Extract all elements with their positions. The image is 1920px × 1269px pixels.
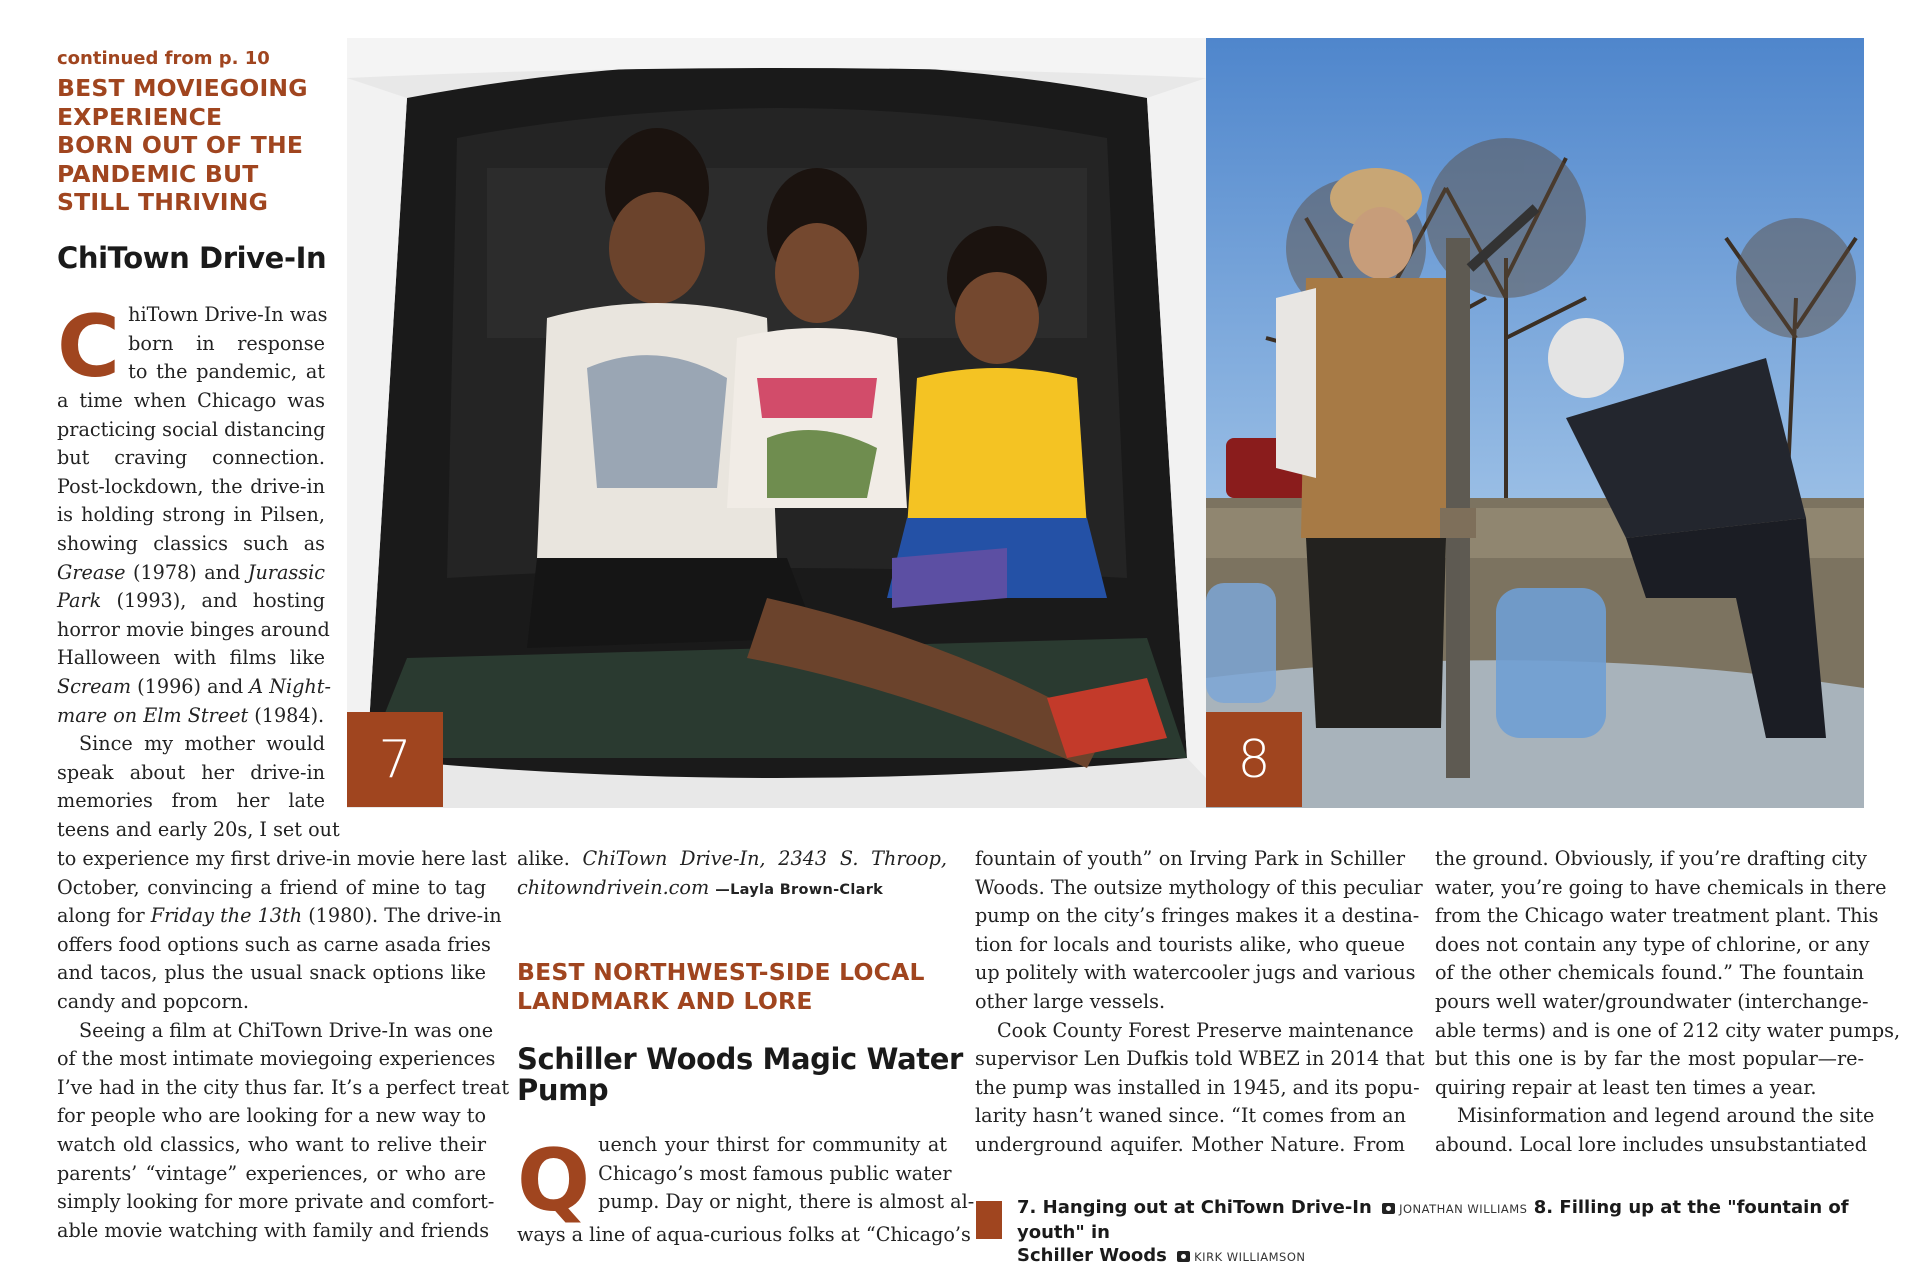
text-line: Chicago’s most famous public water bbox=[598, 1161, 952, 1185]
text-line: speak about her drive-in bbox=[57, 760, 325, 784]
article-title-chitown: ChiTown Drive-In bbox=[57, 241, 327, 275]
section-heading-line: EXPERIENCE bbox=[57, 102, 223, 131]
caption-photo-7: 7. Hanging out at ChiTown Drive-In bbox=[1017, 1197, 1372, 1218]
text-line-alike bbox=[517, 845, 947, 874]
text-line: Woods. The outsize mythology of this peculiar bbox=[975, 875, 1423, 899]
section-heading-moviegoing bbox=[57, 74, 308, 217]
text-line: Cook County Forest Preserve maintenance bbox=[997, 1018, 1414, 1042]
photo-credit: KIRK WILLIAMSON bbox=[1194, 1250, 1306, 1264]
text-line: is holding strong in Pilsen, bbox=[57, 503, 325, 527]
text-line-park bbox=[57, 587, 325, 616]
text-line: abound. Local lore includes unsubstantiated bbox=[1435, 1132, 1868, 1156]
text-line: ways a line of aqua-curious folks at “Chicago’s bbox=[517, 1223, 971, 1246]
text-line: underground aquifer. Mother Nature. From bbox=[975, 1132, 1405, 1156]
text-line: showing classics such as bbox=[57, 531, 325, 555]
text-line: pump. Day or night, there is almost al- bbox=[598, 1190, 975, 1214]
text-line-mare bbox=[57, 702, 325, 731]
text-line: of the other chemicals found.” The fountain bbox=[1435, 961, 1864, 985]
text-line: fountain of youth” on Irving Park in Schiller bbox=[975, 847, 1405, 870]
text-line: does not contain any type of chlorine, or any bbox=[1435, 932, 1870, 956]
dropcap-q: Q bbox=[517, 1131, 591, 1231]
text-line: a time when Chicago was bbox=[57, 389, 325, 412]
text-line: offers food options such as carne asada fries bbox=[57, 932, 491, 956]
section-heading-line: STILL THRIVING bbox=[57, 188, 269, 216]
section-heading-landmark bbox=[517, 958, 925, 1015]
photo-drivein bbox=[347, 38, 1206, 808]
photo-caption bbox=[1017, 1196, 1897, 1269]
byline: —Layla Brown-Clark bbox=[715, 881, 884, 898]
text-span: alike. bbox=[517, 847, 583, 870]
text-line: to the pandemic, at bbox=[128, 360, 325, 384]
text-line: from the Chicago water treatment plant. This bbox=[1435, 904, 1879, 928]
text-line: up politely with watercooler jugs and various bbox=[975, 961, 1416, 985]
movie-title: Friday the 13th bbox=[150, 904, 303, 928]
title-line: Schiller Woods Magic Water bbox=[517, 1042, 963, 1076]
text-line: horror movie binges around bbox=[57, 617, 330, 641]
text-line: able terms) and is one of 212 city water pumps, bbox=[1435, 1018, 1901, 1042]
section-heading-line: BEST MOVIEGOING bbox=[57, 74, 308, 102]
movie-title: Grease bbox=[57, 560, 126, 584]
photo-water-pump bbox=[1206, 38, 1864, 808]
drivein-article-body bbox=[57, 297, 340, 845]
text-line: pours well water/groundwater (interchange- bbox=[1435, 989, 1869, 1013]
photo-water-pump-illustration bbox=[1206, 38, 1864, 808]
text-line: supervisor Len Dufkis told WBEZ in 2014 that bbox=[975, 1047, 1425, 1071]
text-span: (1984). bbox=[248, 703, 325, 727]
text-line: other large vessels. bbox=[975, 989, 1166, 1013]
text-line: watch old classics, who want to relive their bbox=[57, 1132, 486, 1156]
text-line: practicing social distancing bbox=[57, 417, 326, 441]
continued-note: continued from p. 10 bbox=[57, 48, 270, 69]
text-line: but this one is by far the most popular—re- bbox=[1435, 1047, 1864, 1071]
text-line: of the most intimate moviegoing experiences bbox=[57, 1047, 496, 1071]
movie-title: Scream bbox=[57, 674, 132, 698]
text-line: the pump was installed in 1945, and its popu- bbox=[975, 1075, 1420, 1099]
drivein-continuation bbox=[517, 845, 947, 904]
text-line: the ground. Obviously, if you’re drafting city bbox=[1435, 847, 1867, 870]
text-line: and tacos, plus the usual snack options like bbox=[57, 961, 486, 985]
text-line: but craving connection. bbox=[57, 446, 325, 470]
text-line: born in response bbox=[128, 331, 325, 355]
dropcap-c: C bbox=[57, 297, 121, 397]
camera-icon bbox=[1177, 1251, 1190, 1262]
text-line: I’ve had in the city thus far. It’s a perfect treat bbox=[57, 1075, 510, 1099]
text-line: simply looking for more private and comfort- bbox=[57, 1190, 495, 1214]
text-line-grease bbox=[57, 559, 325, 588]
text-span: (1993), and hosting bbox=[101, 589, 325, 613]
text-line: quiring repair at least ten times a year. bbox=[1435, 1075, 1817, 1099]
movie-title: mare on Elm Street bbox=[57, 703, 249, 727]
movie-title: Jurassic bbox=[247, 560, 325, 584]
section-heading-line: BORN OUT OF THE bbox=[57, 131, 304, 159]
camera-icon bbox=[1382, 1203, 1395, 1214]
text-span: along for bbox=[57, 904, 151, 928]
text-line: able movie watching with family and friends bbox=[57, 1218, 490, 1242]
text-line: memories from her late bbox=[57, 789, 325, 813]
pump-article-col4 bbox=[1435, 845, 1901, 1160]
venue-info: ChiTown Drive-In, 2343 S. Throop, bbox=[582, 847, 947, 870]
caption-photo-8: 8. Filling up at the "fountain of youth" in bbox=[1017, 1197, 1849, 1243]
text-line: uench your thirst for community at bbox=[598, 1133, 947, 1156]
photo-credit: JONATHAN WILLIAMS bbox=[1399, 1202, 1528, 1216]
text-line: parents’ “vintage” experiences, or who are bbox=[57, 1161, 486, 1185]
photo-number-8: 8 bbox=[1206, 712, 1302, 807]
text-line-friday bbox=[57, 902, 502, 931]
section-heading-line: LANDMARK AND LORE bbox=[517, 986, 813, 1015]
caption-photo-8-cont: Schiller Woods bbox=[1017, 1245, 1167, 1266]
section-heading-line: BEST NORTHWEST-SIDE LOCAL bbox=[517, 958, 925, 986]
text-span: (1996) and bbox=[131, 674, 250, 698]
venue-url: chitowndrivein.com bbox=[517, 875, 710, 899]
caption-accent-bar bbox=[976, 1201, 1002, 1239]
text-line: Halloween with films like bbox=[57, 646, 325, 670]
text-line: pump on the city’s fringes makes it a destina- bbox=[975, 904, 1420, 928]
text-line: water, you’re going to have chemicals in there bbox=[1435, 875, 1887, 899]
text-line: for people who are looking for a new way to bbox=[57, 1104, 486, 1128]
title-line: Pump bbox=[517, 1073, 609, 1107]
drivein-article-body-wide bbox=[57, 845, 510, 1245]
text-line-scream bbox=[57, 673, 331, 702]
text-line: tion for locals and tourists alike, who queue bbox=[975, 932, 1405, 956]
pump-article-col3 bbox=[975, 845, 1425, 1160]
text-line: to experience my first drive-in movie here last bbox=[57, 847, 507, 870]
pump-article-body bbox=[517, 1131, 975, 1250]
movie-title: A Night- bbox=[249, 674, 331, 698]
text-line: Misinformation and legend around the site bbox=[1457, 1104, 1875, 1128]
text-line: candy and popcorn. bbox=[57, 989, 249, 1013]
text-line: October, convincing a friend of mine to tag bbox=[57, 875, 486, 899]
movie-title: Park bbox=[57, 589, 102, 613]
text-line-byline bbox=[517, 874, 947, 905]
text-span: (1978) and bbox=[125, 560, 248, 584]
text-span: (1980). The drive-in bbox=[302, 904, 502, 928]
text-line: teens and early 20s, I set out bbox=[57, 817, 340, 841]
section-heading-line: PANDEMIC BUT bbox=[57, 159, 259, 188]
text-line: larity hasn’t waned since. “It comes from an bbox=[975, 1104, 1406, 1128]
text-line: Since my mother would bbox=[79, 732, 325, 756]
photo-drivein-illustration bbox=[347, 38, 1206, 808]
text-line: Post-lockdown, the drive-in bbox=[57, 474, 325, 498]
photo-number-7: 7 bbox=[347, 712, 443, 807]
text-line: hiTown Drive-In was bbox=[128, 303, 328, 326]
text-line: Seeing a film at ChiTown Drive-In was one bbox=[79, 1018, 494, 1042]
article-title-pump bbox=[517, 1044, 963, 1106]
